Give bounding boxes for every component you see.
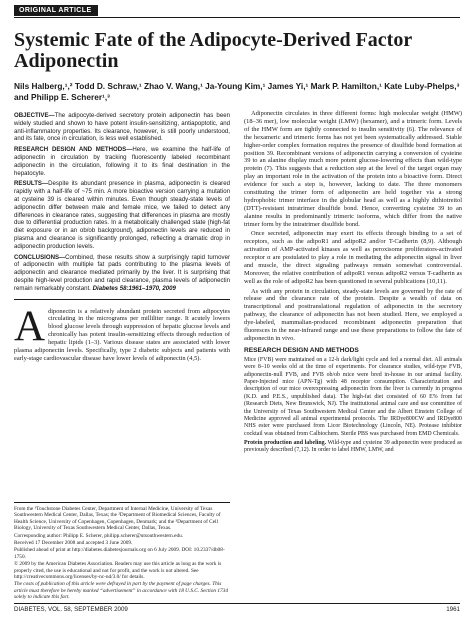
- abstract-objective: OBJECTIVE—The adipocyte-derived secretory protein adiponectin has been widely studied and shown to have potent insulin-sensitizing, antiapoptotic, and anti-inflammatory properties. Its clearance, however, is still poorly understood, and its fate, once in circulation, is less well established.: [14, 112, 230, 143]
- footnote-costs: The costs of publication of this article were defrayed in part by the payment of page charges. This article must therefore be hereby marked “advertisement” in accordance with 18 U.S.C. Section 1734 solely to indicate this fact.: [14, 581, 228, 601]
- body-paragraph: Once secreted, adiponectin may exert its effects through binding to a set of receptors, such as the adipoR1 and adipoR2 and/or T-Cadherin (8,9). Although activation of AMP-activated kinases as well as peroxisome proliferators-activated receptor α are postulated to play a role in mediating the adiponectin signal in liver and muscle, the direct signaling pathways remain somewhat controversial. Moreover, the relative contribution of adipoR1 versus adipoR2 versus T-cadherin as well as the role of adipoR2 has been questioned in several publications (10,11).: [244, 230, 462, 285]
- abstract-conclusions: CONCLUSIONS—Combined, these results show a surprisingly rapid turnover of adiponectin with multiple fat pads contributing to the plasma levels of adiponectin and clearance mediated primarily by the liver. It is surprising that despite high-level production and rapid clearance, plasma levels of adiponectin remain remarkably constant. Diabetes 58:1961–1970, 2009: [14, 253, 230, 292]
- abstract-results: RESULTS—Despite its abundant presence in plasma, adiponectin is cleared rapidly with a half-life of ~75 min. A more bioactive version carrying a mutation at cysteine 39 is cleared within minutes. Even though steady-state levels of adiponectin differ between male and female mice, we failed to detect any differences in clearance rates, suggesting that differences in plasma are mostly due to differential production rates. In a metabolically challenged state (high-fat diet exposure or in an ob/ob background), adiponectin levels are reduced in plasma and clearance is significantly prolonged, reflecting a dramatic drop in adiponectin production levels.: [14, 180, 230, 250]
- body-paragraph: Adiponectin circulates in three different forms: high molecular weight (HMW) (18–36 mer), low molecular weight (LMW) (hexamer), and a trimeric form. Levels of the HMW form are tightly connected to insulin sensitivity (6). The relevance of the hexameric and trimeric forms has not yet been systematically addressed. Stable higher-order complex formation requires the presence of disulfide bond formation at position 39. Recombinant versions of adiponectin carrying a conversion of cysteine 39 to an alanine display much more potent glucose-lowering effects than wild-type protein (7). This suggests that a reduction step at the level of the target organ may play an important role in the activation of the protein into a bioactive form. Direct evidence for such a step is, however, lacking to date. The three monomers constituting the trimer form of adiponectin are held together via a strong hydrophobic trimer interface in the globular head as well as a highly dithiotreitol (DTT)-resistant intratrimer disulfide bond. Hence, converting cysteine 39 to an alanine results in predominantly trimeric isoforms, which differ from the native trimer form by the intratrimer disulfide bond.: [244, 110, 462, 228]
- methods-paragraph: Mice (FVB) were maintained on a 12-h dark/light cycle and fed a normal diet. All animals were 8–10 weeks old at the time of experiments. For clearance studies, wild-type FVB, adiponectin-null FVB, and FVB ob/ob mice were bred in-house in our animal facility. Paper-Injected mice (APN-Tg) with 48 receptor consumption. Characterization and description of our mice overexpressing adiponectin from the liver is currently in progress (K.D. and P.E.S., unpublished data). The high-fat diet consisted of 60 E% from fat (Research Diets, New Brunswick, NJ). The institutional animal care and use committee of the University of Texas Southwestern Medical Center and the Albert Einstein College of Medicine approved all animal experimental protocols. The IRDye800CW and IRDye800 NHS ester were purchased from Licor Biotechnology (Lincoln, NE). Protease inhibitor cocktail was obtained from Calbiochem. Sterile PBS was purchased from EMD Chemicals.: [244, 356, 462, 437]
- header-rule: [14, 17, 460, 18]
- right-column: [244, 110, 462, 457]
- footnote-rule: [14, 502, 230, 503]
- introduction: Adiponectin is a relatively abundant protein secreted from adipocytes circulating in the micrograms per milliliter range. It acutely lowers blood glucose levels through suppression of hepatic glucose levels and chronically has potent insulin-sensitizing effects through reduction of hepatic lipids (1–3). Various disease states are associated with lower plasma adiponectin levels. Specifically, type 2 diabetic subjects and patients with early-stage cardiovascular disease have lower levels of adiponectin (4,5).: [14, 302, 230, 362]
- article-title: Systemic Fate of the Adipocyte-Derived Factor Adiponectin: [14, 29, 412, 72]
- methods-subheading: Protein production and labeling.: [244, 440, 327, 447]
- page-number: 1961: [446, 606, 460, 613]
- footnote-corresponding: Corresponding author: Philipp E. Scherer, philipp.scherer@utsouthwestern.edu.: [14, 532, 184, 539]
- methods-paragraph: Protein production and labeling. Wild-type and cysteine 39 adiponectin were produced as previously described (7,12). In order to label HMW, LMW, and: [244, 440, 462, 454]
- footnote-received: Received 17 December 2008 and accepted 3 June 2009.: [14, 540, 133, 547]
- left-column: [14, 112, 230, 365]
- body-paragraph: As with any protein in circulation, steady-state levels are governed by the rate of release and the clearance rate of the protein. Despite a wealth of data on transcriptional and posttranslational regulation of adiponectin in the secretory pathway, the clearance of adiponectin has not been studied. Here, we employed a dye-labeled, mammalian-produced recombinant adiponectin preparation that fluoresces in the near-infrared range and use these preparations to follow the fate of adiponectin in vivo.: [244, 287, 462, 342]
- author-list: Nils Halberg,¹,² Todd D. Schraw,¹ Zhao V. Wang,¹ Ja-Young Kim,¹ James Yi,¹ Mark P. Hamilton,¹ Kate Luby-Phelps,³ and Philipp E. Scherer¹,³: [14, 81, 460, 102]
- journal-citation: Diabetes 58:1961–1970, 2009: [92, 284, 176, 292]
- footnote-affiliations: From the ¹Touchstone Diabetes Center, Department of Internal Medicine, University of Texas Southwestern Medical Center, Dallas, Texas; the ²Department of Biomedical Sciences, Faculty of Health Science, University of Copenhagen, Copenhagen, Denmark; and the ³Department of Cell Biology, University of Texas Southwestern Medical Center, Dallas, Texas.: [14, 506, 221, 532]
- abstract-divider: [14, 299, 230, 300]
- article-type-badge: ORIGINAL ARTICLE: [14, 5, 98, 16]
- drop-cap: A: [14, 302, 46, 350]
- methods-heading: RESEARCH DESIGN AND METHODS: [244, 346, 359, 354]
- footnote-copyright: © 2009 by the American Diabetes Association. Readers may use this article as long as the work is properly cited, the use is educational and not for profit, and the work is not altered. See http://creativecommons.org/licenses/by-nc-nd/3.0/ for details.: [14, 561, 222, 581]
- journal-footer: DIABETES, VOL. 58, SEPTEMBER 2009: [14, 606, 128, 613]
- footer-rule: [14, 603, 460, 604]
- methods-section: [244, 357, 462, 455]
- affiliation-footnotes: [14, 502, 230, 602]
- abstract-design: RESEARCH DESIGN AND METHODS—Here, we examine the half-life of adiponectin in circulation by tracking fluorescently labeled recombinant adiponectin in the circulation, following it to its final destination in the hepatocyte.: [14, 146, 230, 177]
- abstract: [14, 112, 230, 293]
- footnote-published: Published ahead of print at http://diabetes.diabetesjournals.org on 6 July 2009. DOI: 10.2337/db08-1750.: [14, 547, 225, 560]
